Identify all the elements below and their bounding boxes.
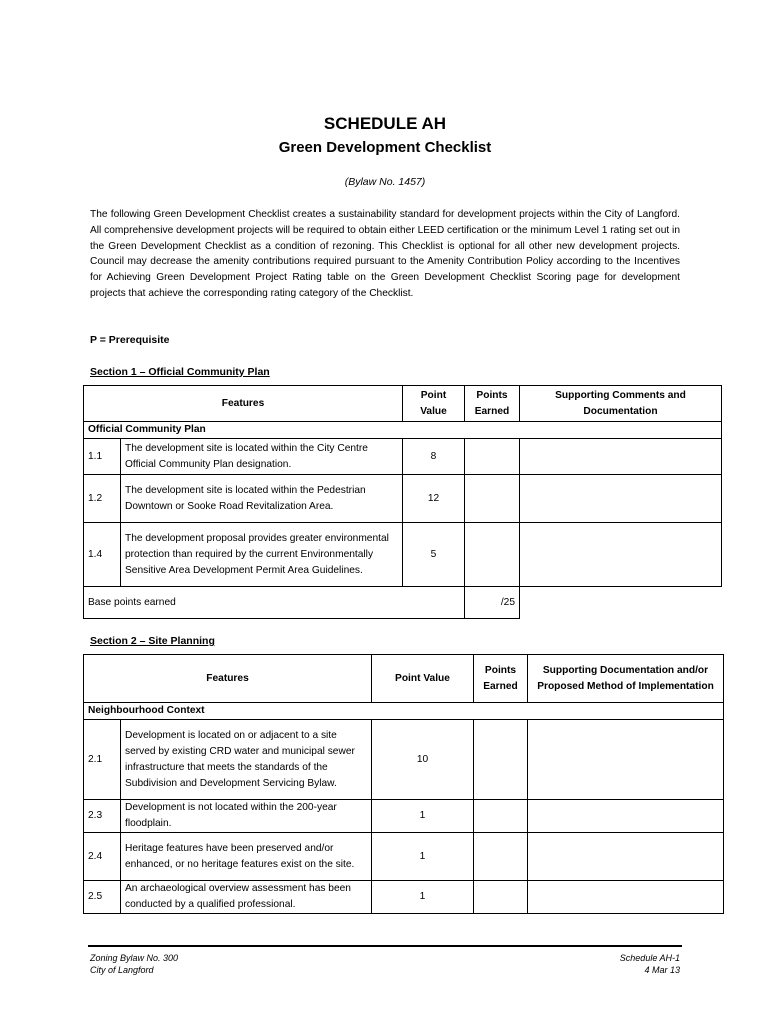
row-points-earned-cell[interactable] xyxy=(474,881,528,914)
prerequisite-note: P = Prerequisite xyxy=(90,334,170,346)
row-number: 2.5 xyxy=(84,881,121,914)
section1-header-point-value: Point Value xyxy=(403,386,465,422)
footer-left xyxy=(90,952,178,976)
row-comments-cell[interactable] xyxy=(520,523,722,587)
footer-schedule: Schedule AH-1 xyxy=(619,953,680,963)
row-comments-cell[interactable] xyxy=(528,881,724,914)
row-feature: Heritage features have been preserved and/or enhanced, or no heritage features exist on the site. xyxy=(121,833,372,881)
footer-city: City of Langford xyxy=(90,965,154,975)
row-number: 1.2 xyxy=(84,475,121,523)
row-number: 1.1 xyxy=(84,439,121,475)
intro-paragraph: The following Green Development Checklist creates a sustainability standard for development projects within the City of Langford. All comprehensive development projects will be required to obtain either LEED certification or the minimum Level 1 rating set out in the Green Development Checklist as a condition of rezoning. This Checklist is optional for all other new development projects. Council may decrease the amenity contributions required pursuant to the Amenity Contribution Policy according to the Incentives for Achieving Green Development Project Rating table on the Green Development Checklist Scoring page for development projects that achieve the corresponding rating category of the Checklist. xyxy=(90,209,680,299)
base-points-label: Base points earned xyxy=(84,587,465,619)
row-comments-cell[interactable] xyxy=(520,439,722,475)
footer-divider xyxy=(88,945,682,947)
section2-header-points-earned: Points Earned xyxy=(474,655,528,703)
row-points-earned-cell[interactable] xyxy=(474,833,528,881)
row-comments-cell[interactable] xyxy=(528,833,724,881)
row-point-value: 1 xyxy=(372,833,474,881)
document-title: SCHEDULE AH xyxy=(323,114,447,133)
row-points-earned-cell[interactable] xyxy=(465,439,520,475)
row-feature: The development proposal provides greater environmental protection than required by the current Environmentally Sensitive Area Development Permit Area Guidelines. xyxy=(121,523,403,587)
table-row xyxy=(84,833,724,881)
section2-group-label: Neighbourhood Context xyxy=(84,703,724,720)
bylaw-reference: (Bylaw No. 1457) xyxy=(344,176,426,188)
section1-group-label: Official Community Plan xyxy=(84,422,722,439)
row-feature: An archaeological overview assessment has been conducted by a qualified professional. xyxy=(121,881,372,914)
section1-header-features: Features xyxy=(84,386,403,422)
section1-table xyxy=(83,385,722,619)
section2-table xyxy=(83,654,724,914)
section1-header-comments: Supporting Comments and Documentation xyxy=(520,386,722,422)
row-point-value: 1 xyxy=(372,800,474,833)
row-comments-cell[interactable] xyxy=(528,720,724,800)
section2-header-point-value: Point Value xyxy=(372,655,474,703)
footer-right xyxy=(620,952,680,976)
table-row xyxy=(84,523,722,587)
section2-header-comments: Supporting Documentation and/or Proposed Method of Implementation xyxy=(528,655,724,703)
row-point-value: 12 xyxy=(403,475,465,523)
section2-heading: Section 2 – Site Planning xyxy=(90,635,215,647)
row-feature: The development site is located within the City Centre Official Community Plan designation. xyxy=(121,439,403,475)
table-row xyxy=(84,881,724,914)
row-feature: Development is not located within the 200-year floodplain. xyxy=(121,800,372,833)
section1-header-points-earned: Points Earned xyxy=(465,386,520,422)
row-point-value: 8 xyxy=(403,439,465,475)
table-row xyxy=(84,720,724,800)
row-point-value: 5 xyxy=(403,523,465,587)
section2-header-features: Features xyxy=(84,655,372,703)
row-feature: The development site is located within the Pedestrian Downtown or Sooke Road Revitalization Area. xyxy=(121,475,403,523)
table-row xyxy=(84,475,722,523)
row-number: 1.4 xyxy=(84,523,121,587)
row-comments-cell[interactable] xyxy=(528,800,724,833)
table-row xyxy=(84,800,724,833)
row-points-earned-cell[interactable] xyxy=(474,800,528,833)
row-number: 2.3 xyxy=(84,800,121,833)
row-points-earned-cell[interactable] xyxy=(465,475,520,523)
footer-date: 4 Mar 13 xyxy=(644,965,680,975)
base-points-total[interactable]: /25 xyxy=(465,587,520,619)
row-points-earned-cell[interactable] xyxy=(474,720,528,800)
row-feature: Development is located on or adjacent to a site served by existing CRD water and municipal sewer infrastructure that meets the standards of the Subdivision and Development Servicing Bylaw. xyxy=(121,720,372,800)
row-point-value: 1 xyxy=(372,881,474,914)
section1-heading: Section 1 – Official Community Plan xyxy=(90,366,270,378)
table-row xyxy=(84,439,722,475)
row-points-earned-cell[interactable] xyxy=(465,523,520,587)
row-point-value: 10 xyxy=(372,720,474,800)
document-subtitle: Green Development Checklist xyxy=(278,139,492,156)
row-number: 2.4 xyxy=(84,833,121,881)
footer-bylaw: Zoning Bylaw No. 300 xyxy=(90,953,179,963)
row-number: 2.1 xyxy=(84,720,121,800)
row-comments-cell[interactable] xyxy=(520,475,722,523)
